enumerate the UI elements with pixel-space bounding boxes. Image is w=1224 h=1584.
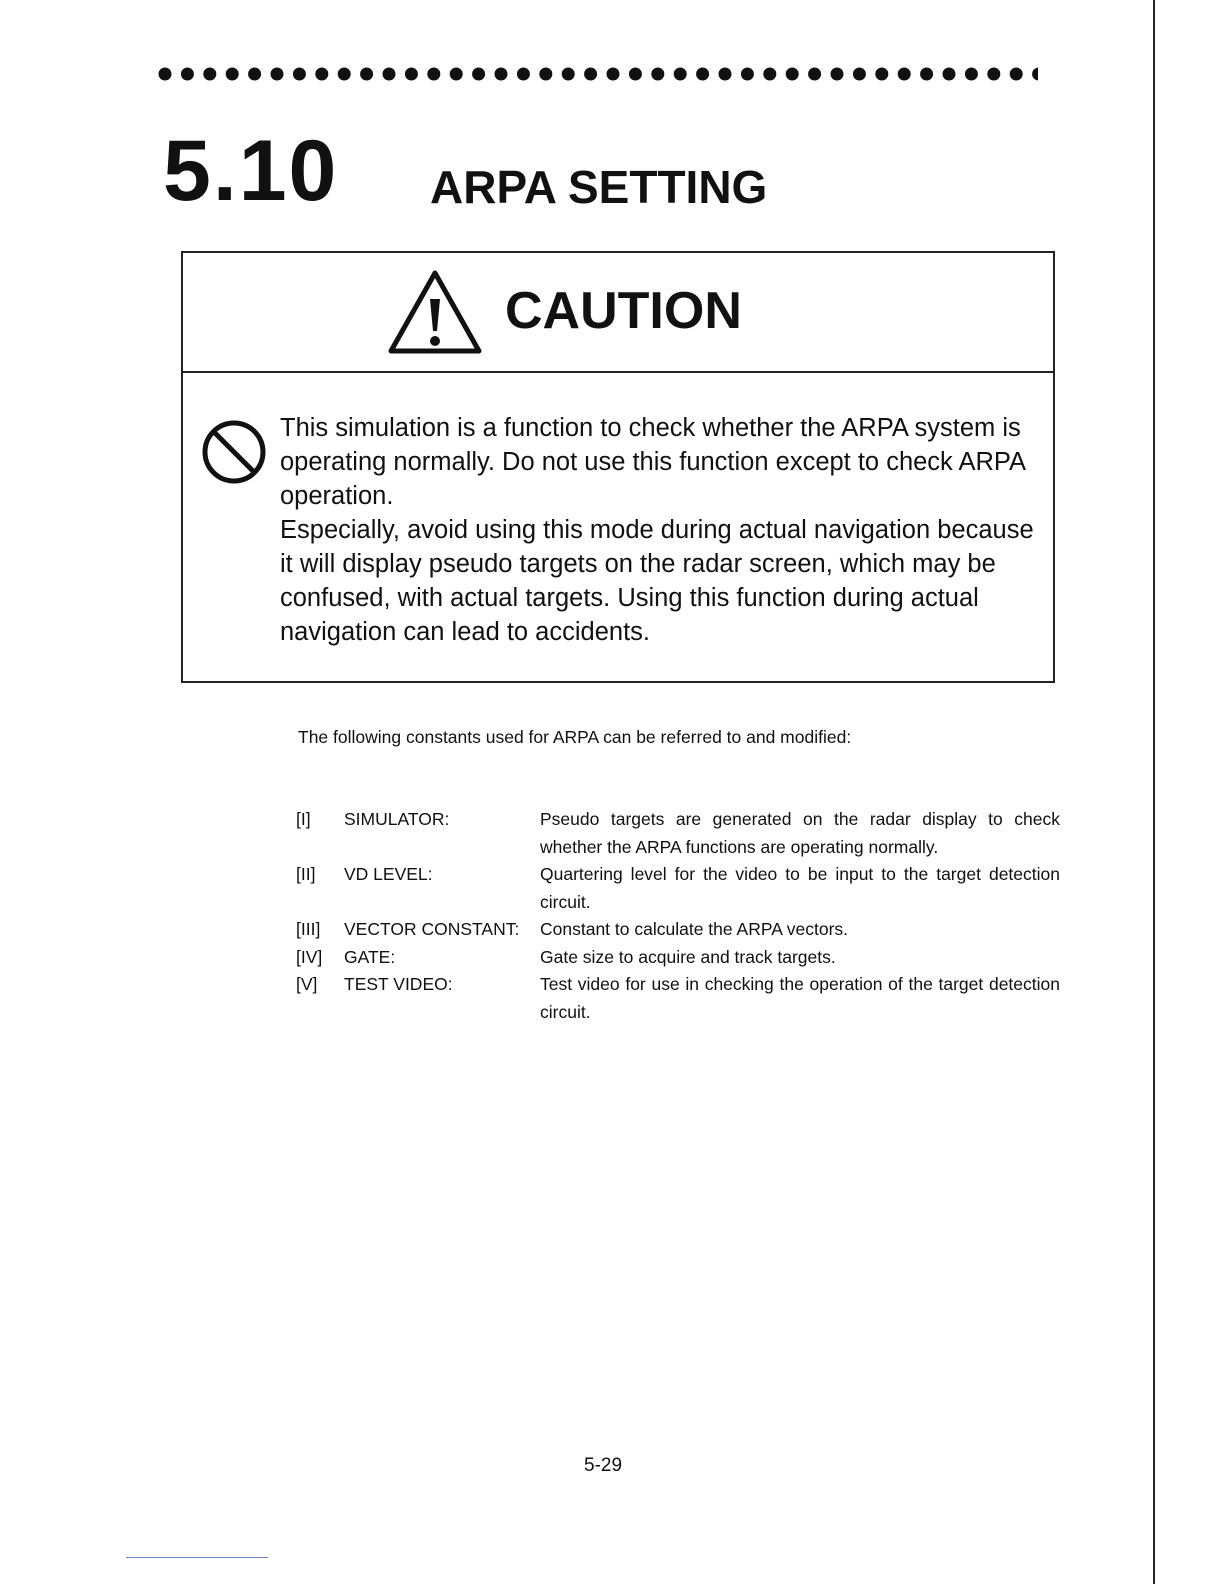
dot-divider	[158, 64, 1038, 84]
divider-dot	[293, 68, 306, 81]
section-title: ARPA SETTING	[430, 161, 768, 213]
divider-dot	[1010, 68, 1023, 81]
definition-item	[296, 861, 1060, 916]
definition-item	[296, 916, 1060, 944]
divider-dot	[629, 68, 642, 81]
caution-label: CAUTION	[505, 282, 742, 340]
divider-dot	[360, 68, 373, 81]
definition-description: Test video for use in checking the operation of the target detection circuit.	[540, 974, 1060, 1022]
definition-number: [IV]	[296, 946, 323, 967]
divider-dot	[831, 68, 844, 81]
definition-description: Gate size to acquire and track targets.	[540, 946, 836, 967]
divider-dot	[472, 68, 485, 81]
divider-dot	[786, 68, 799, 81]
divider-dot	[405, 68, 418, 81]
divider-dot	[674, 68, 687, 81]
warning-triangle-icon	[385, 267, 485, 357]
prohibition-icon	[201, 419, 267, 485]
divider-dot	[248, 68, 261, 81]
divider-dot	[696, 68, 709, 81]
divider-dot	[987, 68, 1000, 81]
divider-dot	[203, 68, 216, 81]
page-number: 5-29	[584, 1455, 623, 1476]
caution-text	[280, 411, 1052, 649]
divider-dot	[383, 68, 396, 81]
divider-dot	[271, 68, 284, 81]
divider-dot	[1032, 68, 1038, 81]
intro-text: The following constants used for ARPA can be referred to and modified:	[298, 727, 852, 747]
divider-dot	[584, 68, 597, 81]
divider-dot	[763, 68, 776, 81]
footer-rule	[126, 1557, 268, 1558]
caution-header	[183, 253, 1053, 373]
divider-dot	[450, 68, 463, 81]
definition-term: VD LEVEL:	[344, 864, 433, 884]
divider-dot	[808, 68, 821, 81]
definition-list	[296, 806, 1060, 1026]
definition-number: [III]	[296, 919, 321, 939]
divider-dot	[719, 68, 732, 81]
caution-paragraph: Especially, avoid using this mode during actual navigation because it will display pseudo targets on the radar screen, which may be confused, with actual targets. Using this function during actual navigation can lead to accidents.	[280, 516, 1034, 646]
divider-dot	[495, 68, 508, 81]
divider-dot	[875, 68, 888, 81]
divider-dot	[539, 68, 552, 81]
definition-number: [V]	[296, 974, 318, 994]
divider-dot	[651, 68, 664, 81]
caution-box	[181, 251, 1055, 683]
divider-dot	[315, 68, 328, 81]
definition-term: GATE:	[344, 946, 396, 967]
definition-term: TEST VIDEO:	[344, 974, 453, 994]
divider-dot	[338, 68, 351, 81]
divider-dot	[920, 68, 933, 81]
page-edge-rule	[1153, 0, 1155, 1584]
definition-term: VECTOR CONSTANT:	[344, 919, 520, 939]
divider-dot	[517, 68, 530, 81]
divider-dot	[159, 68, 172, 81]
definition-number: [I]	[296, 809, 311, 829]
definition-item	[296, 971, 1060, 1026]
definition-description: Quartering level for the video to be input to the target detection circuit.	[540, 864, 1060, 912]
definition-item	[296, 944, 1060, 972]
definition-item	[296, 806, 1060, 861]
divider-dot	[226, 68, 239, 81]
divider-dot	[965, 68, 978, 81]
definition-description: Constant to calculate the ARPA vectors.	[540, 919, 849, 939]
divider-dot	[607, 68, 620, 81]
divider-dot	[741, 68, 754, 81]
divider-dot	[898, 68, 911, 81]
definition-number: [II]	[296, 864, 316, 884]
divider-dot	[427, 68, 440, 81]
definition-term: SIMULATOR:	[344, 809, 450, 829]
divider-dot	[943, 68, 956, 81]
section-number: 5.10	[163, 123, 339, 219]
divider-dot	[853, 68, 866, 81]
divider-dot	[181, 68, 194, 81]
definition-description: Pseudo targets are generated on the radar display to check whether the ARPA functions are operating normally.	[540, 809, 1060, 857]
divider-dot	[562, 68, 575, 81]
caution-paragraph: This simulation is a function to check whether the ARPA system is operating normally. Do not use this function except to check ARPA operation.	[280, 414, 1025, 510]
